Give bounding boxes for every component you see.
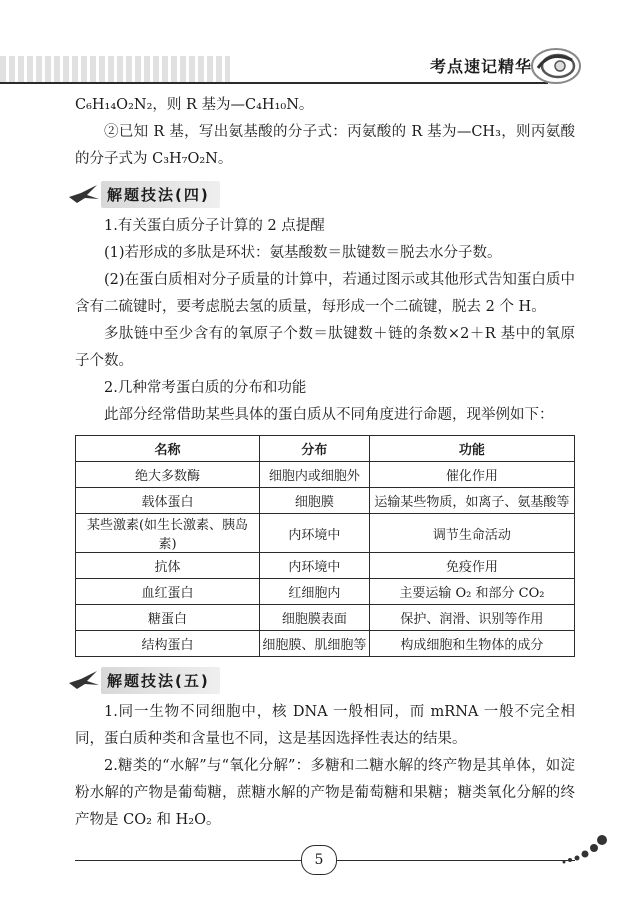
page-content [75,92,575,834]
intro-line-1: C₆H₁₄O₂N₂，则 R 基为—C₄H₁₀N。 [75,97,314,113]
table-row [76,631,575,657]
table-row [76,553,575,579]
swallow-icon [67,669,101,691]
table-cell: 细胞膜、肌细胞等 [259,631,369,657]
table-cell: 调节生命活动 [369,514,574,553]
table-header-row [76,436,575,462]
section-4-point-1a: (1)若形成的多肽是环状：氨基酸数＝肽键数＝脱去水分子数。 [104,245,502,261]
table-row [76,605,575,631]
table-row [76,579,575,605]
table-cell: 构成细胞和生物体的成分 [369,631,574,657]
section-4-table-intro: 此部分经常借助某些具体的蛋白质从不同角度进行命题，现举例如下： [104,407,554,423]
table-row [76,462,575,488]
dots-decoration-icon [560,828,610,868]
intro-line-2: ②已知 R 基，写出氨基酸的分子式：丙氨酸的 R 基为—CH₃，则丙氨酸的分子式为 C₃H₇O₂N。 [75,124,575,167]
table-cell: 内环境中 [259,553,369,579]
table-header-name: 名称 [76,436,260,462]
section-4-title: 解题技法(四) [101,181,220,208]
table-row [76,488,575,514]
table-cell: 糖蛋白 [76,605,260,631]
protein-table [75,435,575,657]
swirl-logo-icon [528,42,584,86]
section-4-heading [67,179,575,209]
table-header-function: 功能 [369,436,574,462]
table-cell: 运输某些物质，如离子、氨基酸等 [369,488,574,514]
table-cell: 内环境中 [259,514,369,553]
table-cell: 主要运输 O₂ 和部分 CO₂ [369,579,574,605]
section-4-point-2: 2.几种常考蛋白质的分布和功能 [104,380,307,396]
header-title: 考点速记精华 [430,57,533,76]
section-5-title: 解题技法(五) [101,667,220,694]
table-cell: 结构蛋白 [76,631,260,657]
section-5-point-1: 1.同一生物不同细胞中，核 DNA 一般相同，而 mRNA 一般不完全相同，蛋白质种类和含量也不同，这是基因选择性表达的结果。 [75,704,575,747]
table-cell: 免疫作用 [369,553,574,579]
header-decoration-band [0,56,230,82]
table-cell: 细胞膜表面 [259,605,369,631]
section-5-heading [67,665,575,695]
table-cell: 催化作用 [369,462,574,488]
table-cell: 血红蛋白 [76,579,260,605]
table-cell: 细胞膜 [259,488,369,514]
section-4-point-1b: (2)在蛋白质相对分子质量的计算中，若通过图示或其他形式告知蛋白质中含有二硫键时，要考虑脱去氢的质量，每形成一个二硫键，脱去 2 个 H。 [75,272,575,315]
table-cell: 载体蛋白 [76,488,260,514]
section-4-oxygen-rule: 多肽链中至少含有的氧原子个数＝肽键数＋链的条数×2＋R 基中的氧原子个数。 [75,326,575,369]
page-header [0,0,640,90]
table-cell: 细胞内或细胞外 [259,462,369,488]
section-4-point-1: 1.有关蛋白质分子计算的 2 点提醒 [104,218,325,234]
table-cell: 保护、润滑、识别等作用 [369,605,574,631]
section-5-point-2: 2.糖类的“水解”与“氧化分解”：多糖和二糖水解的终产物是其单体，如淀粉水解的产物是葡萄糖，蔗糖水解的产物是葡萄糖和果糖；糖类氧化分解的终产物是 CO₂ 和 H₂O。 [75,758,575,828]
swallow-icon [67,183,101,205]
table-cell: 抗体 [76,553,260,579]
table-cell: 红细胞内 [259,579,369,605]
table-header-distribution: 分布 [259,436,369,462]
page-number: 5 [301,845,337,875]
table-cell: 某些激素(如生长激素、胰岛素) [76,514,260,553]
header-rule [0,82,548,84]
table-cell: 绝大多数酶 [76,462,260,488]
table-row [76,514,575,553]
